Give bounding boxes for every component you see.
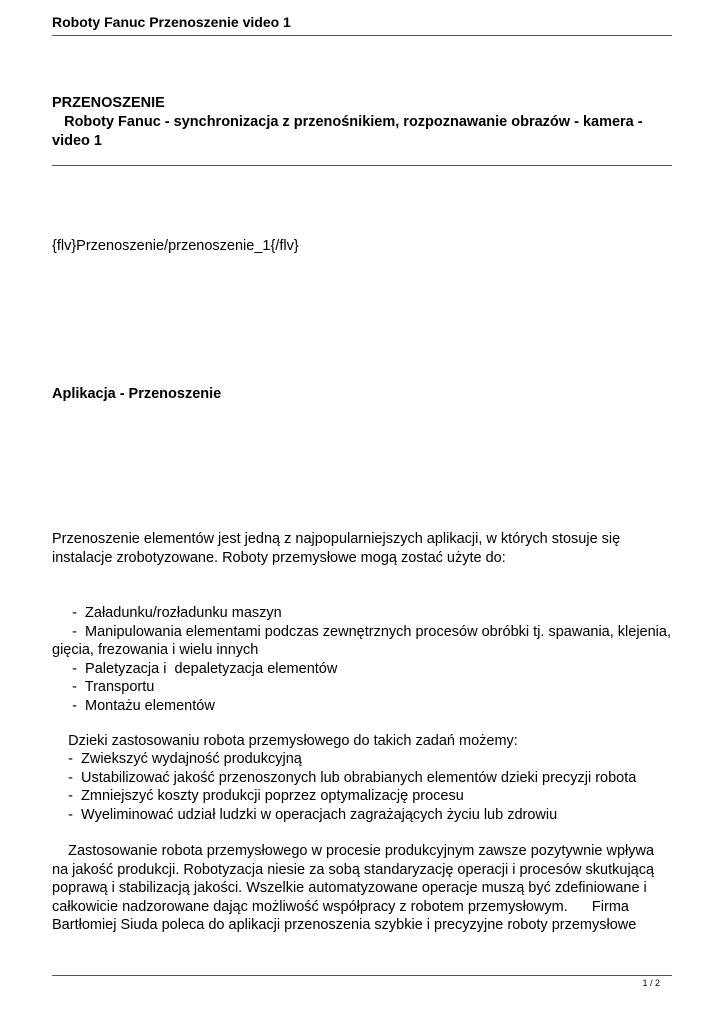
benefits-list bbox=[52, 750, 672, 824]
document-header-title: Roboty Fanuc Przenoszenie video 1 bbox=[52, 14, 291, 30]
intro-paragraph: Przenoszenie elementów jest jedną z najpopularniejszych aplikacji, w których stosuje się instalacje zrobotyzowane. Roboty przemysłowe mogą zostać użyte do: bbox=[52, 531, 621, 566]
article-title bbox=[52, 94, 662, 151]
list-item: - Załadunku/rozładunku maszyn bbox=[52, 605, 282, 621]
header-divider bbox=[52, 35, 672, 36]
list-item: - Manipulowania elementami podczas zewnętrznych procesów obróbki tj. spawania, klejenia, gięcia, frezowania i wielu innych bbox=[52, 623, 676, 658]
page-number: 1 / 2 bbox=[642, 978, 660, 988]
title-divider bbox=[52, 165, 672, 166]
list-item: - Montażu elementów bbox=[52, 697, 215, 714]
article-title-line-2: Roboty Fanuc - synchronizacja z przenośnikiem, rozpoznawanie obrazów - kamera - video 1 bbox=[52, 114, 647, 149]
list-item: - Transportu bbox=[52, 679, 155, 695]
list-item: - Zmniejszyć koszty produkcji poprzez optymalizację procesu bbox=[52, 788, 464, 804]
uses-list bbox=[52, 604, 676, 715]
video-embed-code: {flv}Przenoszenie/przenoszenie_1{/flv} bbox=[52, 238, 299, 254]
closing-paragraph: Zastosowanie robota przemysłowego w procesie produkcyjnym zawsze pozytywnie wpływa na jakość produkcji. Robotyzacja niesie za sobą standaryzację operacji i procesów skutkującą poprawą i stabilizacją jakości. Wszelkie automatyzowane operacje muszą być zdefiniowane i całkowicie nadzorowane dając możliwość współpracy z robotem przemysłowym. Firma Bartłomiej Siuda poleca do aplikacji przenoszenia szybkie i precyzyjne roboty przemysłowe bbox=[52, 843, 659, 933]
list-item: - Zwiekszyć wydajność produkcyjną bbox=[52, 751, 302, 767]
list-item: - Paletyzacja i depaletyzacja elementów bbox=[52, 660, 338, 677]
article-title-line-1: PRZENOSZENIE bbox=[52, 95, 165, 111]
footer-divider bbox=[52, 975, 672, 976]
list-item: - Ustabilizować jakość przenoszonych lub obrabianych elementów dzieki precyzji robota bbox=[52, 769, 637, 786]
list-item: - Wyeliminować udział ludzki w operacjach zagrażających życiu lub zdrowiu bbox=[52, 806, 558, 823]
benefits-intro: Dzieki zastosowaniu robota przemysłowego do takich zadań możemy: bbox=[52, 733, 518, 749]
section-heading: Aplikacja - Przenoszenie bbox=[52, 386, 222, 402]
